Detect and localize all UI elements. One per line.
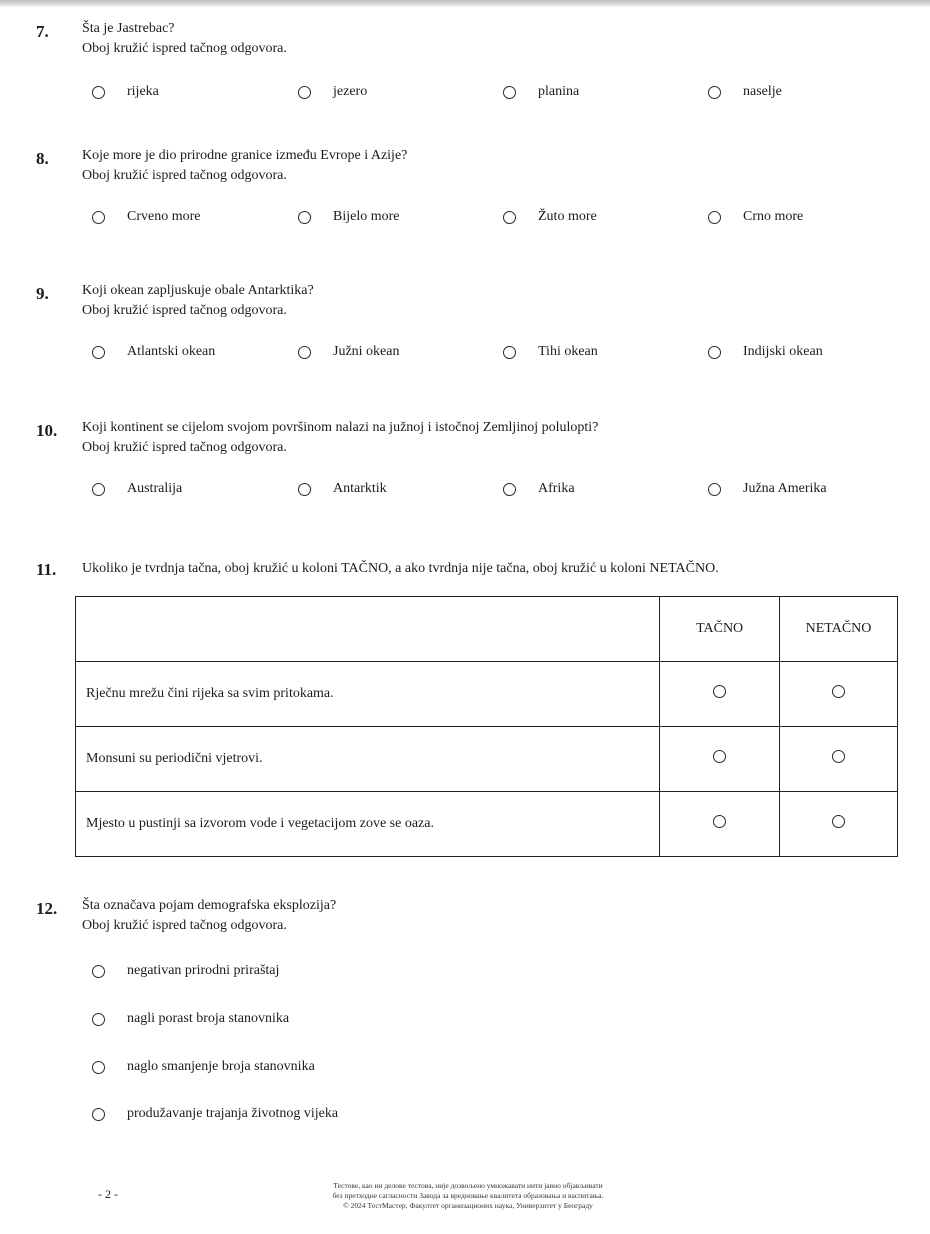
question-text-block <box>82 281 314 321</box>
option-label: Crveno more <box>127 209 201 224</box>
option-label: Tihi okean <box>538 344 598 359</box>
option-3[interactable] <box>503 209 597 225</box>
question-text: Ukoliko je tvrdnja tačna, oboj kružić u koloni TAČNO, a ako tvrdnja nije tačna, oboj kružić u koloni NETAČNO. <box>82 561 719 576</box>
radio-circle-icon[interactable] <box>298 211 311 224</box>
option-label: Indijski okean <box>743 344 823 359</box>
radio-circle-icon[interactable] <box>92 86 105 99</box>
copyright-line: © 2024 ТестМастер, Факултет организационих наука, Универзитет у Београду <box>343 1201 593 1210</box>
option-4[interactable] <box>708 344 823 360</box>
option-4[interactable] <box>708 209 803 225</box>
option-label: negativan prirodni priraštaj <box>127 963 280 978</box>
statement-text: Mjesto u pustinji sa izvorom vode i vegetacijom zove se oaza. <box>76 792 660 857</box>
column-header-true: TAČNO <box>660 597 780 662</box>
question-text-block <box>82 19 287 59</box>
question-instruction: Oboj kružić ispred tačnog odgovora. <box>82 303 287 318</box>
question-text-block <box>82 418 598 458</box>
top-edge-shadow <box>0 0 930 7</box>
radio-circle-icon[interactable] <box>708 211 721 224</box>
radio-circle-icon[interactable] <box>832 750 845 763</box>
table-row <box>76 727 898 792</box>
option-2[interactable] <box>298 84 367 100</box>
option-label: Bijelo more <box>333 209 400 224</box>
radio-circle-icon[interactable] <box>92 211 105 224</box>
table-row <box>76 662 898 727</box>
option-label: Australija <box>127 481 183 496</box>
question-text: Koji kontinent se cijelom svojom površinom nalazi na južnoj i istočnoj Zemljinoj polulopti? <box>82 420 599 435</box>
statement-header <box>76 597 660 662</box>
question-text: Koje more je dio prirodne granice između Evrope i Azije? <box>82 148 408 163</box>
radio-circle-icon[interactable] <box>708 86 721 99</box>
question-instruction: Oboj kružić ispred tačnog odgovora. <box>82 918 287 933</box>
option-4[interactable] <box>92 1106 338 1122</box>
false-cell[interactable] <box>780 792 898 857</box>
radio-circle-icon[interactable] <box>503 346 516 359</box>
option-1[interactable] <box>92 209 200 225</box>
radio-circle-icon[interactable] <box>92 346 105 359</box>
table-row <box>76 792 898 857</box>
option-3[interactable] <box>503 481 575 497</box>
option-label: Južna Amerika <box>743 481 827 496</box>
option-4[interactable] <box>708 84 782 100</box>
radio-circle-icon[interactable] <box>713 685 726 698</box>
option-1[interactable] <box>92 481 182 497</box>
radio-circle-icon[interactable] <box>92 965 105 978</box>
option-label: rijeka <box>127 84 159 99</box>
option-label: planina <box>538 84 580 99</box>
question-number: 11. <box>36 560 57 579</box>
option-label: Atlantski okean <box>127 344 216 359</box>
radio-circle-icon[interactable] <box>298 483 311 496</box>
question-number: 9. <box>36 284 49 303</box>
question-number: 8. <box>36 149 49 168</box>
radio-circle-icon[interactable] <box>298 86 311 99</box>
option-label: Antarktik <box>333 481 387 496</box>
radio-circle-icon[interactable] <box>92 483 105 496</box>
radio-circle-icon[interactable] <box>503 86 516 99</box>
radio-circle-icon[interactable] <box>503 211 516 224</box>
copyright-note <box>248 1181 688 1211</box>
option-label: Crno more <box>743 209 804 224</box>
radio-circle-icon[interactable] <box>298 346 311 359</box>
radio-circle-icon[interactable] <box>708 483 721 496</box>
option-label: Afrika <box>538 481 575 496</box>
option-label: produžavanje trajanja životnog vijeka <box>127 1106 339 1121</box>
question-instruction: Oboj kružić ispred tačnog odgovora. <box>82 41 287 56</box>
question-number: 10. <box>36 421 58 440</box>
question-number: 7. <box>36 22 49 41</box>
page-number: - 2 - <box>98 1187 118 1201</box>
option-1[interactable] <box>92 344 215 360</box>
statement-text: Monsuni su periodični vjetrovi. <box>76 727 660 792</box>
radio-circle-icon[interactable] <box>92 1061 105 1074</box>
question-instruction: Oboj kružić ispred tačnog odgovora. <box>82 440 287 455</box>
radio-circle-icon[interactable] <box>708 346 721 359</box>
question-instruction: Oboj kružić ispred tačnog odgovora. <box>82 168 287 183</box>
option-label: jezero <box>333 84 368 99</box>
option-2[interactable] <box>298 209 400 225</box>
false-cell[interactable] <box>780 662 898 727</box>
radio-circle-icon[interactable] <box>92 1108 105 1121</box>
option-2[interactable] <box>298 344 399 360</box>
option-label: nagli porast broja stanovnika <box>127 1011 290 1026</box>
question-text-block <box>82 896 336 936</box>
question-text: Šta je Jastrebac? <box>82 21 175 36</box>
radio-circle-icon[interactable] <box>832 685 845 698</box>
radio-circle-icon[interactable] <box>713 815 726 828</box>
option-label: naselje <box>743 84 782 99</box>
question-text: Koji okean zapljuskuje obale Antarktika? <box>82 283 314 298</box>
option-label: Južni okean <box>333 344 400 359</box>
column-header-false: NETAČNO <box>780 597 898 662</box>
radio-circle-icon[interactable] <box>92 1013 105 1026</box>
question-number: 12. <box>36 899 58 918</box>
false-cell[interactable] <box>780 727 898 792</box>
statement-text: Rječnu mrežu čini rijeka sa svim pritokama. <box>76 662 660 727</box>
option-3[interactable] <box>503 84 579 100</box>
option-label: Žuto more <box>538 209 597 224</box>
option-2[interactable] <box>298 481 387 497</box>
radio-circle-icon[interactable] <box>503 483 516 496</box>
true-cell[interactable] <box>660 727 780 792</box>
true-cell[interactable] <box>660 792 780 857</box>
radio-circle-icon[interactable] <box>713 750 726 763</box>
radio-circle-icon[interactable] <box>832 815 845 828</box>
option-label: naglo smanjenje broja stanovnika <box>127 1059 315 1074</box>
true-false-table <box>75 596 898 857</box>
question-text-block <box>82 146 407 186</box>
option-3[interactable] <box>503 344 598 360</box>
option-2[interactable] <box>92 1011 289 1027</box>
copyright-line: Тестове, као ни делове тестова, није дозвољено умножавати нити јавно објављивати <box>333 1181 603 1190</box>
option-4[interactable] <box>708 481 827 497</box>
table-header-row <box>76 597 898 662</box>
option-1[interactable] <box>92 963 279 979</box>
option-1[interactable] <box>92 84 159 100</box>
question-text: Šta označava pojam demografska eksplozija? <box>82 898 337 913</box>
option-3[interactable] <box>92 1059 315 1075</box>
copyright-line: без претходне сагласности Завода за вредновање квалитета образовања и васпитања. <box>332 1191 604 1200</box>
true-cell[interactable] <box>660 662 780 727</box>
